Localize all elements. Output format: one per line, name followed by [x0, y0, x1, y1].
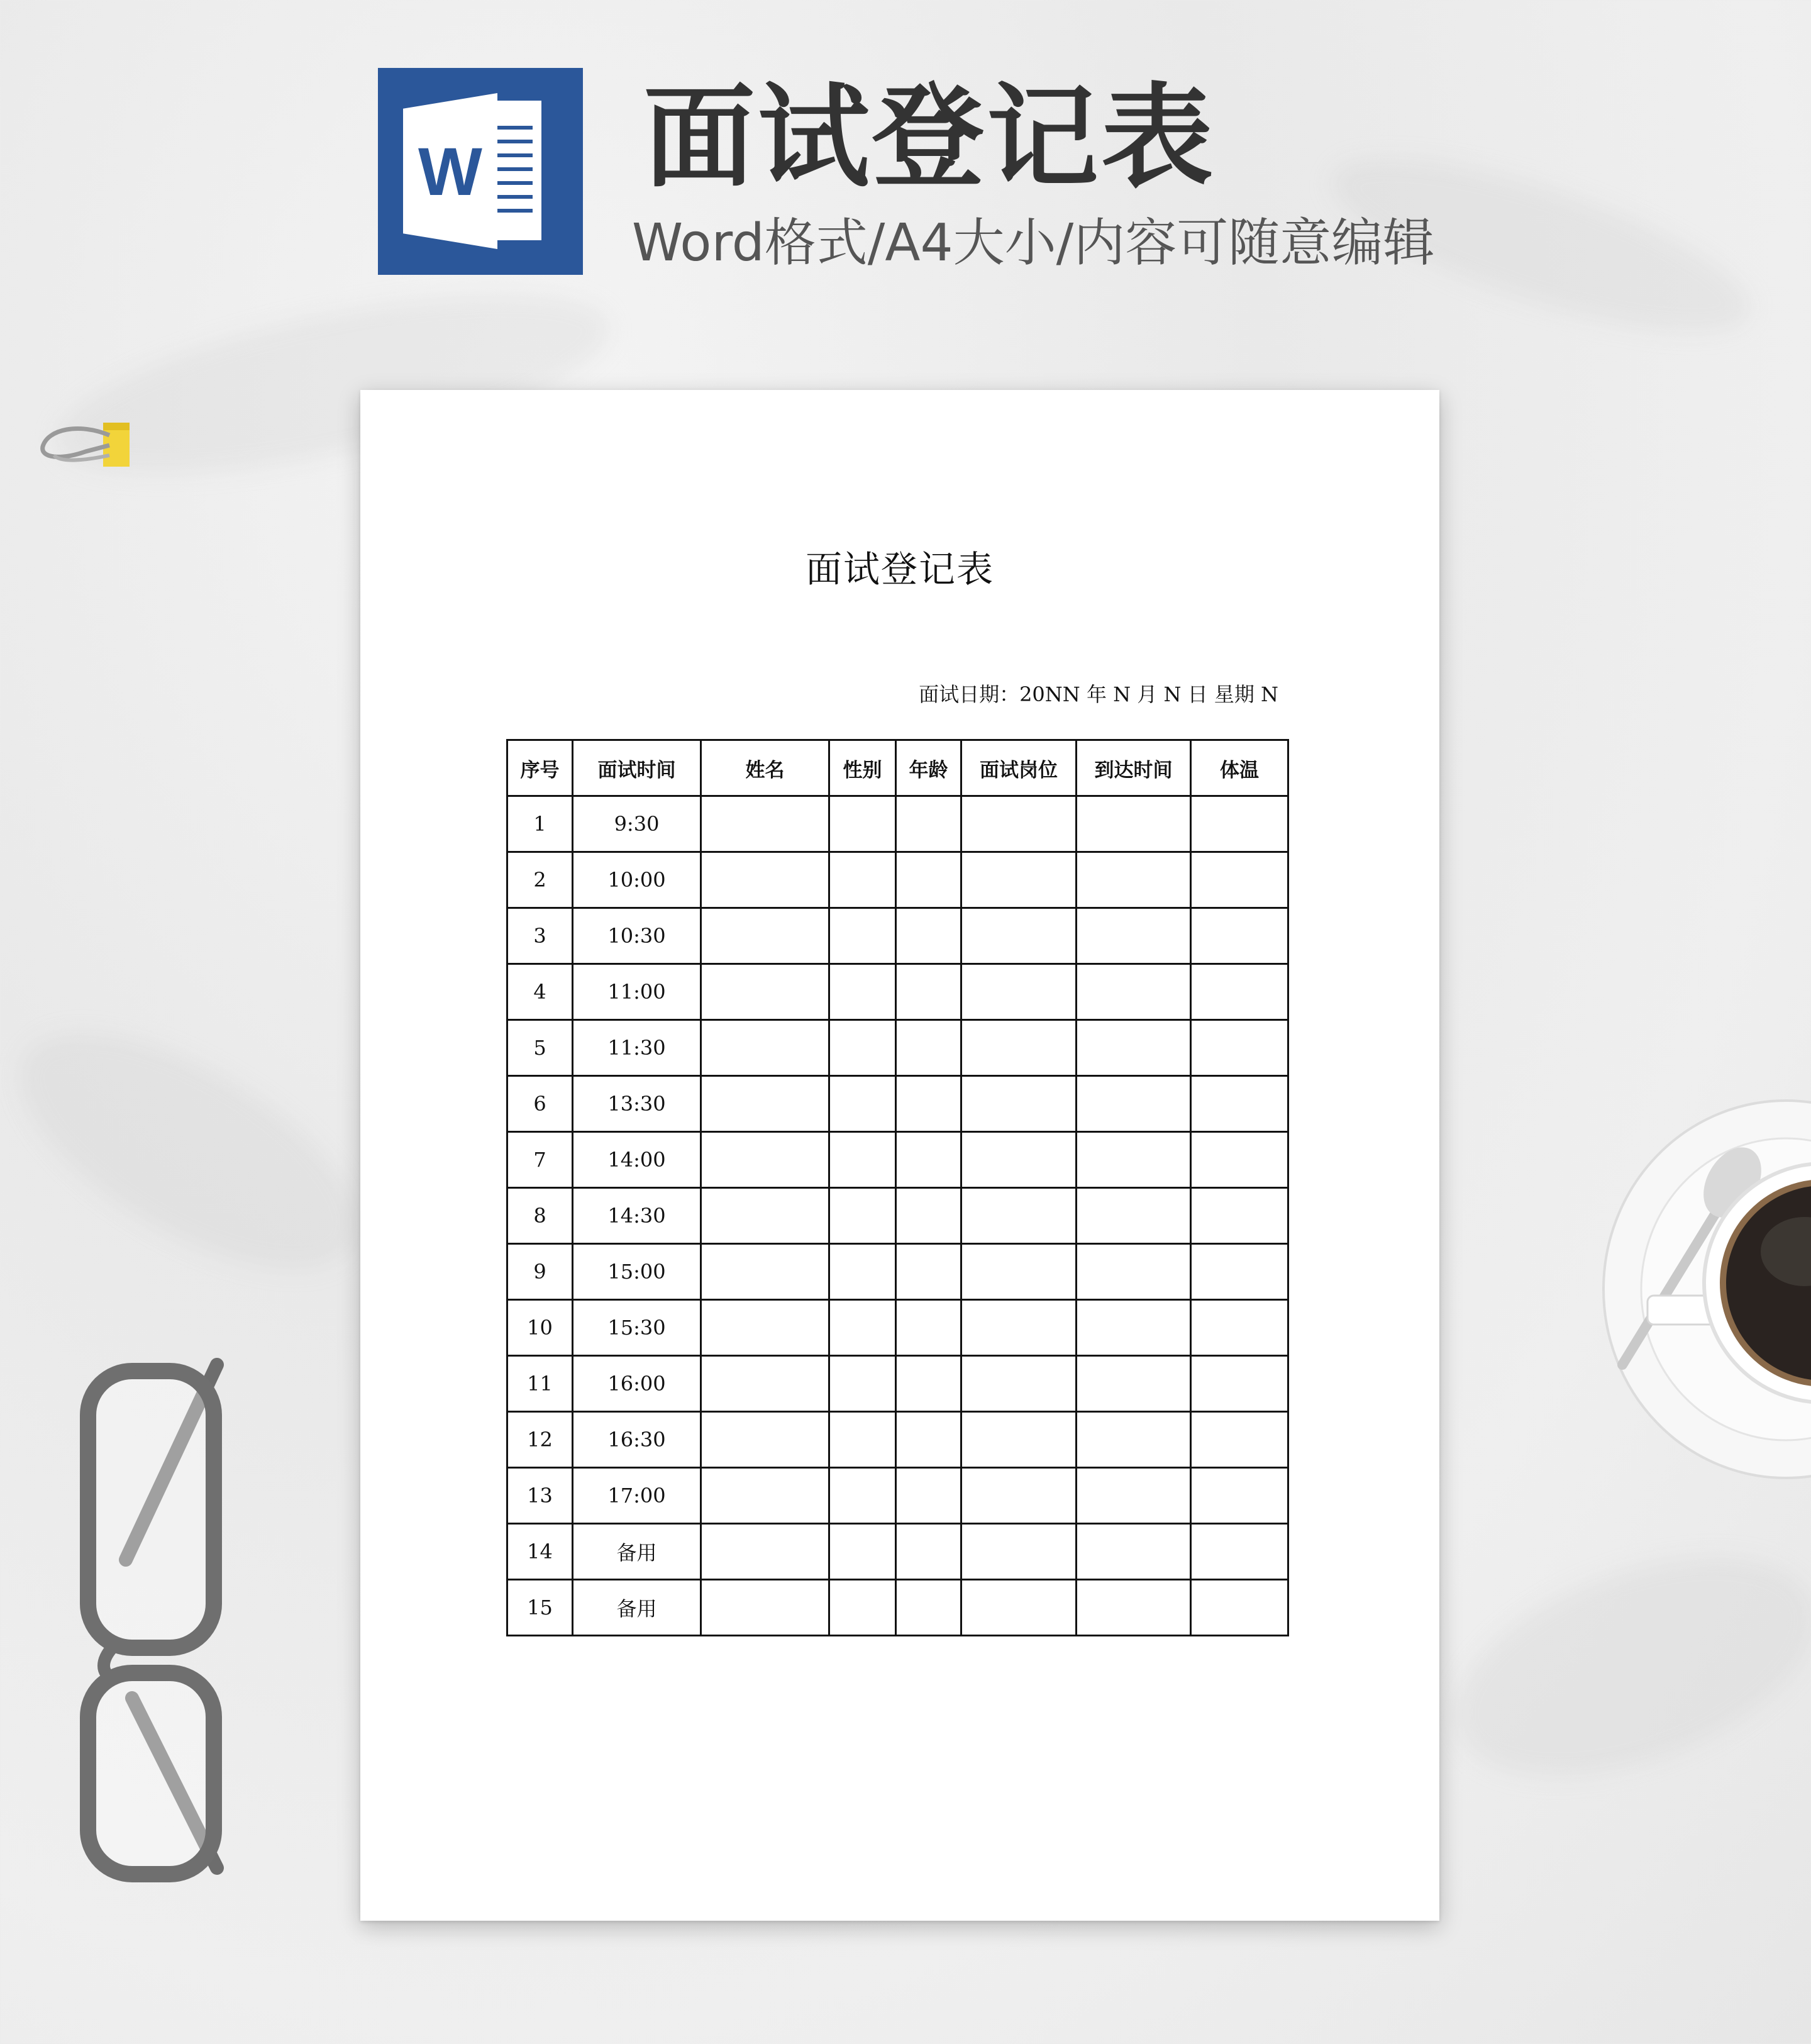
row-number: 6 — [507, 1076, 573, 1132]
column-header-arrival: 到达时间 — [1077, 740, 1191, 796]
gender-cell[interactable] — [829, 1076, 896, 1132]
age-cell[interactable] — [896, 1020, 961, 1076]
registration-table — [506, 739, 1289, 1636]
row-time: 备用 — [573, 1524, 701, 1580]
name-cell[interactable] — [701, 1356, 829, 1412]
interview-date: 面试日期：20NN 年 N 月 N 日 星期 N — [919, 682, 1278, 706]
position-cell[interactable] — [961, 852, 1077, 908]
temperature-cell[interactable] — [1191, 964, 1288, 1020]
age-cell[interactable] — [896, 908, 961, 964]
table-row — [507, 1580, 1288, 1636]
gender-cell[interactable] — [829, 796, 896, 852]
gender-cell[interactable] — [829, 1132, 896, 1188]
arrival-cell[interactable] — [1077, 1468, 1191, 1524]
name-cell[interactable] — [701, 1020, 829, 1076]
position-cell[interactable] — [961, 1412, 1077, 1468]
table-row — [507, 1356, 1288, 1412]
coffee-cup-icon — [1597, 1094, 1811, 1484]
gender-cell[interactable] — [829, 1524, 896, 1580]
name-cell[interactable] — [701, 1468, 829, 1524]
row-time: 11:30 — [573, 1020, 701, 1076]
row-time: 13:30 — [573, 1076, 701, 1132]
marble-vein — [0, 986, 393, 1316]
temperature-cell[interactable] — [1191, 1244, 1288, 1300]
position-cell[interactable] — [961, 1020, 1077, 1076]
arrival-cell[interactable] — [1077, 908, 1191, 964]
row-number: 13 — [507, 1468, 573, 1524]
table-row — [507, 1524, 1288, 1580]
gender-cell[interactable] — [829, 1580, 896, 1636]
name-cell[interactable] — [701, 852, 829, 908]
table-row — [507, 1244, 1288, 1300]
gender-cell[interactable] — [829, 1244, 896, 1300]
arrival-cell[interactable] — [1077, 1020, 1191, 1076]
arrival-cell[interactable] — [1077, 964, 1191, 1020]
age-cell[interactable] — [896, 1412, 961, 1468]
row-time: 9:30 — [573, 796, 701, 852]
temperature-cell[interactable] — [1191, 796, 1288, 852]
row-number: 2 — [507, 852, 573, 908]
position-cell[interactable] — [961, 1300, 1077, 1356]
row-number: 3 — [507, 908, 573, 964]
temperature-cell[interactable] — [1191, 1580, 1288, 1636]
row-number: 1 — [507, 796, 573, 852]
gender-cell[interactable] — [829, 1020, 896, 1076]
age-cell[interactable] — [896, 1132, 961, 1188]
table-row — [507, 1132, 1288, 1188]
table-row — [507, 1412, 1288, 1468]
column-header-gender: 性别 — [829, 740, 896, 796]
column-header-position: 面试岗位 — [961, 740, 1077, 796]
row-time: 16:00 — [573, 1356, 701, 1412]
arrival-cell[interactable] — [1077, 1580, 1191, 1636]
arrival-cell[interactable] — [1077, 1356, 1191, 1412]
arrival-cell[interactable] — [1077, 1524, 1191, 1580]
row-number: 11 — [507, 1356, 573, 1412]
eyeglasses-icon — [75, 1346, 226, 1887]
row-time: 11:00 — [573, 964, 701, 1020]
table-row — [507, 1468, 1288, 1524]
row-time: 10:30 — [573, 908, 701, 964]
age-cell[interactable] — [896, 796, 961, 852]
temperature-cell[interactable] — [1191, 1468, 1288, 1524]
temperature-cell[interactable] — [1191, 1188, 1288, 1244]
temperature-cell[interactable] — [1191, 1076, 1288, 1132]
row-number: 12 — [507, 1412, 573, 1468]
column-header-age: 年龄 — [896, 740, 961, 796]
age-cell[interactable] — [896, 852, 961, 908]
row-number: 7 — [507, 1132, 573, 1188]
temperature-cell[interactable] — [1191, 908, 1288, 964]
row-number: 9 — [507, 1244, 573, 1300]
word-logo-icon — [378, 68, 583, 275]
name-cell[interactable] — [701, 908, 829, 964]
position-cell[interactable] — [961, 908, 1077, 964]
row-number: 10 — [507, 1300, 573, 1356]
name-cell[interactable] — [701, 1300, 829, 1356]
gender-cell[interactable] — [829, 1356, 896, 1412]
position-cell[interactable] — [961, 1356, 1077, 1412]
gender-cell[interactable] — [829, 1412, 896, 1468]
word-logo-letter: W — [418, 133, 482, 209]
temperature-cell[interactable] — [1191, 1356, 1288, 1412]
age-cell[interactable] — [896, 1076, 961, 1132]
table-row — [507, 796, 1288, 852]
position-cell[interactable] — [961, 796, 1077, 852]
temperature-cell[interactable] — [1191, 1412, 1288, 1468]
name-cell[interactable] — [701, 1524, 829, 1580]
arrival-cell[interactable] — [1077, 1244, 1191, 1300]
temperature-cell[interactable] — [1191, 852, 1288, 908]
table-row — [507, 964, 1288, 1020]
temperature-cell[interactable] — [1191, 1132, 1288, 1188]
age-cell[interactable] — [896, 1300, 961, 1356]
name-cell[interactable] — [701, 1412, 829, 1468]
row-number: 4 — [507, 964, 573, 1020]
name-cell[interactable] — [701, 1188, 829, 1244]
row-time: 备用 — [573, 1580, 701, 1636]
temperature-cell[interactable] — [1191, 1300, 1288, 1356]
row-number: 8 — [507, 1188, 573, 1244]
table-row — [507, 1020, 1288, 1076]
row-time: 17:00 — [573, 1468, 701, 1524]
row-time: 15:30 — [573, 1300, 701, 1356]
row-time: 10:00 — [573, 852, 701, 908]
row-time: 16:30 — [573, 1412, 701, 1468]
row-number: 15 — [507, 1580, 573, 1636]
position-cell[interactable] — [961, 1076, 1077, 1132]
name-cell[interactable] — [701, 796, 829, 852]
arrival-cell[interactable] — [1077, 796, 1191, 852]
column-header-no: 序号 — [507, 740, 573, 796]
arrival-cell[interactable] — [1077, 1132, 1191, 1188]
position-cell[interactable] — [961, 1524, 1077, 1580]
age-cell[interactable] — [896, 1188, 961, 1244]
table-row — [507, 1076, 1288, 1132]
age-cell[interactable] — [896, 1244, 961, 1300]
table-row — [507, 1188, 1288, 1244]
position-cell[interactable] — [961, 964, 1077, 1020]
arrival-cell[interactable] — [1077, 1188, 1191, 1244]
name-cell[interactable] — [701, 1580, 829, 1636]
binder-clip-icon — [35, 397, 148, 486]
position-cell[interactable] — [961, 1244, 1077, 1300]
gender-cell[interactable] — [829, 908, 896, 964]
arrival-cell[interactable] — [1077, 1412, 1191, 1468]
table-row — [507, 908, 1288, 964]
marble-vein — [1426, 1513, 1811, 1819]
temperature-cell[interactable] — [1191, 1020, 1288, 1076]
position-cell[interactable] — [961, 1580, 1077, 1636]
gender-cell[interactable] — [829, 852, 896, 908]
age-cell[interactable] — [896, 1356, 961, 1412]
gender-cell[interactable] — [829, 1468, 896, 1524]
header-title: 面试登记表 — [643, 72, 1216, 203]
document-title: 面试登记表 — [805, 548, 994, 591]
table-row — [507, 852, 1288, 908]
age-cell[interactable] — [896, 964, 961, 1020]
header-subtitle: Word格式/A4大小/内容可随意编辑 — [632, 213, 1435, 273]
row-time: 15:00 — [573, 1244, 701, 1300]
arrival-cell[interactable] — [1077, 1300, 1191, 1356]
age-cell[interactable] — [896, 1580, 961, 1636]
arrival-cell[interactable] — [1077, 1076, 1191, 1132]
row-number: 5 — [507, 1020, 573, 1076]
gender-cell[interactable] — [829, 1188, 896, 1244]
name-cell[interactable] — [701, 1244, 829, 1300]
name-cell[interactable] — [701, 1076, 829, 1132]
name-cell[interactable] — [701, 964, 829, 1020]
column-header-name: 姓名 — [701, 740, 829, 796]
row-time: 14:00 — [573, 1132, 701, 1188]
row-time: 14:30 — [573, 1188, 701, 1244]
temperature-cell[interactable] — [1191, 1524, 1288, 1580]
gender-cell[interactable] — [829, 1300, 896, 1356]
age-cell[interactable] — [896, 1468, 961, 1524]
position-cell[interactable] — [961, 1132, 1077, 1188]
position-cell[interactable] — [961, 1188, 1077, 1244]
column-header-temperature: 体温 — [1191, 740, 1288, 796]
column-header-time: 面试时间 — [573, 740, 701, 796]
position-cell[interactable] — [961, 1468, 1077, 1524]
table-header-row — [507, 740, 1288, 796]
gender-cell[interactable] — [829, 964, 896, 1020]
table-row — [507, 1300, 1288, 1356]
row-number: 14 — [507, 1524, 573, 1580]
document-page — [360, 390, 1439, 1921]
arrival-cell[interactable] — [1077, 852, 1191, 908]
name-cell[interactable] — [701, 1132, 829, 1188]
age-cell[interactable] — [896, 1524, 961, 1580]
